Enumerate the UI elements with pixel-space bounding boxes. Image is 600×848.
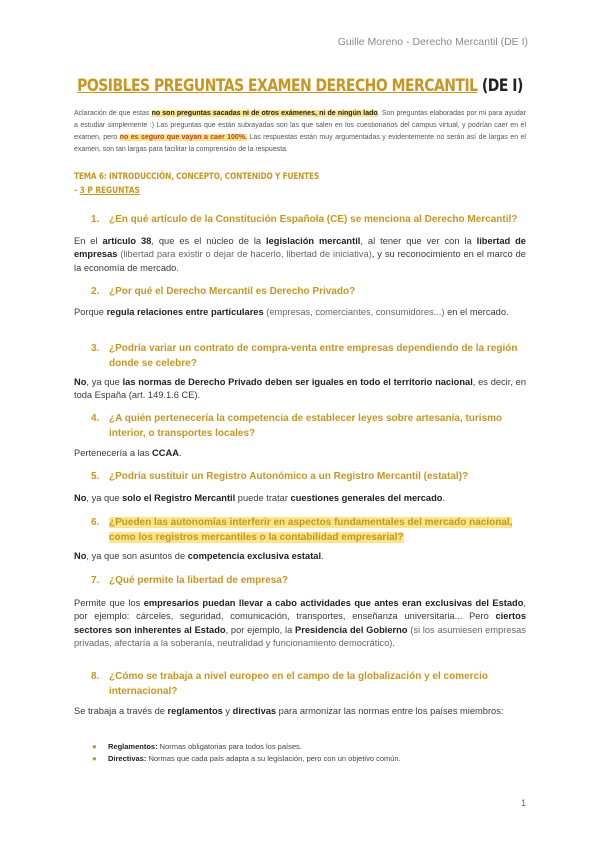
answer-5: No, ya que solo el Registro Mercantil puede tratar cuestiones generales del mercado. [74,493,446,503]
question-text: ¿Qué permite la libertad de empresa? [109,575,288,586]
question-number: 1. [91,214,100,225]
question-1 [91,212,531,227]
list-item: ● Reglamentos: Normas obligatorias para todos los países. [92,742,302,751]
bullet-list [92,741,532,765]
answer-4: Pertenecería a las CCAA. [74,448,182,458]
answer-6: No, ya que son asuntos de competencia exclusiva estatal. [74,551,324,561]
title-main: POSIBLES PREGUNTAS EXAMEN DERECHO MERCANTIL [77,76,478,96]
intro-text: Las respuestas están muy argumentadas y evidentemente no serán así de largas en el examen, son tan largas para facilitar la comprensión de la respuesta. [74,134,526,153]
page-title [54,76,546,96]
question-3 [91,341,531,371]
question-number: 2. [91,286,100,297]
question-number: 3. [91,343,100,354]
intro-highlight: no son preguntas sacadas ni de otros exámenes, ni de ningún lado [151,110,378,117]
list-item: ● Directivas: Normas que cada país adapta a su legislación, pero con un objetivo común. [92,754,401,763]
answer-8: Se trabaja a través de reglamentos y directivas para armonizar las normas entre los países miembros: [74,706,504,716]
answer-1: En el artículo 38, que es el núcleo de la legislación mercantil, al tener que ver con la libertad de empresas (libertad para existir o dejar de hacerlo, libertad de iniciativa), y su reconocimiento en el marco de la economía de mercado. [74,236,526,273]
question-5 [91,469,531,484]
question-8 [91,669,531,699]
intro-highlight-red: no es seguro que vayan a caer 100%. [119,134,247,141]
question-number: 6. [91,517,100,528]
section-heading: TEMA 6: INTRODUCCIÓN, CONCEPTO, CONTENIDO Y FUENTES [74,172,320,182]
question-7 [91,573,531,588]
question-text: ¿Pueden las autonomías interferir en aspectos fundamentales del mercado nacional, como los registros mercantiles o la contabilidad empresarial? [109,517,513,543]
count-prefix: - [74,186,80,196]
page-header: Guille Moreno - Derecho Mercantil (DE I) [337,36,528,48]
question-count [74,186,140,196]
question-text: ¿Podría sustituir un Registro Autonómico a un Registro Mercantil (estatal)? [109,471,469,482]
bullet-icon: ● [92,754,97,763]
question-number: 5. [91,471,100,482]
question-text: ¿Podría variar un contrato de compra-venta entre empresas dependiendo de la región donde se celebre? [109,343,518,369]
question-6 [91,515,531,545]
question-text: ¿Cómo se trabaja a nivel europeo en el campo de la globalización y el comercio internacional? [109,671,489,697]
title-sub: (DE I) [477,76,523,96]
count-text: 3 P REGUNTAS [79,186,140,196]
page-number: 1 [520,798,526,808]
answer-3: No, ya que las normas de Derecho Privado deben ser iguales en todo el territorio nacional, es decir, en toda España (art. 149.1.6 CE). [74,377,527,401]
question-number: 8. [91,671,100,682]
question-text: ¿Por qué el Derecho Mercantil es Derecho Privado? [109,286,356,297]
question-text: ¿A quién pertenecería la competencia de establecer leyes sobre artesanía, turismo interior, o transportes locales? [109,413,503,439]
answer-7: Permite que los empresarios puedan llevar a cabo actividades que antes eran exclusivas del Estado, por ejemplo: cárceles, seguridad, comunicación, transportes, enseñanza universitaria... Pero ciertos sectores son inherentes al Estado, por ejemplo, la Presidencia del Gobierno (si los asumiesen empresas privadas, afectaría a la soberanía, neutralidad y funcionamiento democrático). [74,598,526,648]
question-number: 4. [91,413,100,424]
intro-paragraph [74,108,526,156]
question-4 [91,411,531,441]
intro-text: . Son preguntas elaboradas por mi para ayudar a estudiar simplemente :) Las preguntas que están subrayadas son las que salen en los cuestionarios del campus virtual, y podrían caer en el examen, pero [74,110,526,141]
answer-2: Porque regula relaciones entre particulares (empresas, comerciantes, consumidores...) en el mercado. [74,307,509,317]
question-number: 7. [91,575,100,586]
bullet-icon: ● [92,742,97,751]
question-2 [91,284,531,299]
question-text: ¿En qué artículo de la Constitución Española (CE) se menciona al Derecho Mercantil? [109,214,518,225]
intro-text: Aclaración de que estas [74,110,152,117]
